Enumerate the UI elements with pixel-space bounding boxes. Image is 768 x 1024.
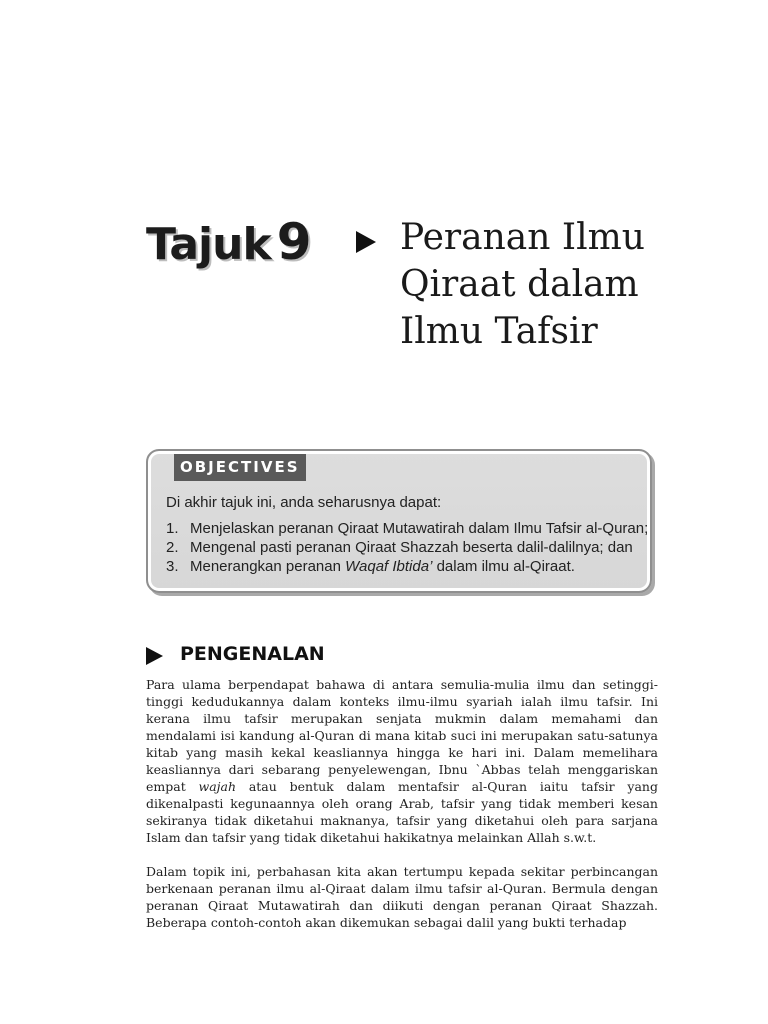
- chapter-label: [146, 212, 311, 275]
- paragraph-text: Para ulama berpendapat bahawa di antara semulia-mulia ilmu dan setinggi-tinggi kedudukannya dalam konteks ilmu-ilmu syariah ialah ilmu tafsir. Ini kerana ilmu tafsir merupakan senjata mukmin dalam memahami dan mendalami isi kandung al-Quran di mana kitab suci ini merupakan satu-satunya kitab yang masih kekal keasliannya hingga ke hari ini. Dalam memelihara keasliannya dari sebarang penyelewengan, Ibnu `Abbas telah menggariskan empat: [146, 677, 658, 794]
- objective-number: 3.: [166, 558, 179, 575]
- objective-text: Menjelaskan peranan Qiraat Mutawatirah dalam Ilmu Tafsir al-Quran;: [190, 520, 649, 537]
- objective-item: [166, 519, 648, 538]
- chapter-title-line: Qiraat dalam: [400, 264, 639, 305]
- intro-paragraph-1: [146, 676, 658, 846]
- objective-text: Mengenal pasti peranan Qiraat Shazzah beserta dalil-dalilnya; dan: [190, 539, 633, 556]
- objective-text: Menerangkan peranan: [190, 558, 346, 575]
- objective-number: 2.: [166, 539, 179, 556]
- paragraph-text: atau bentuk dalam mentafsir al-Quran iaitu tafsir yang dikenalpasti kegunaannya oleh orang Arab, tafsir yang tidak memberi kesan sekiranya tidak diketahui maknanya, tafsir yang diketahui oleh para sarjana Islam dan tafsir yang tidak diketahui hakikatnya melainkan Allah s.w.t.: [146, 779, 658, 845]
- objective-number: 1.: [166, 520, 179, 537]
- intro-paragraph-2: Dalam topik ini, perbahasan kita akan tertumpu kepada sekitar perbincangan berkenaan peranan ilmu al-Qiraat dalam ilmu tafsir al-Quran. Bermula dengan peranan Qiraat Mutawatirah dan diikuti dengan peranan Qiraat Shazzah. Beberapa contoh-contoh akan dikemukan sebagai dalil yang bukti terhadap: [146, 864, 658, 930]
- section-heading: PENGENALAN: [180, 643, 325, 665]
- chapter-label-text: Tajuk: [146, 219, 271, 270]
- objectives-tag: OBJECTIVES: [174, 454, 306, 481]
- chapter-title-line: Ilmu Tafsir: [400, 311, 598, 352]
- section-arrow-icon: [146, 647, 163, 665]
- title-arrow-icon: [356, 231, 376, 253]
- objective-item: [166, 538, 648, 557]
- objectives-list: [166, 519, 648, 576]
- objectives-box: [146, 449, 652, 593]
- objective-italic-term: Waqaf Ibtida’: [345, 558, 433, 575]
- objective-text-end: dalam ilmu al-Qiraat.: [432, 558, 575, 575]
- objective-item: [166, 557, 648, 576]
- chapter-title: [400, 214, 730, 355]
- italic-term: wajah: [198, 779, 237, 794]
- objectives-intro: Di akhir tajuk ini, anda seharusnya dapat:: [166, 494, 442, 511]
- chapter-title-line: Peranan Ilmu: [400, 217, 645, 258]
- chapter-number: 9: [276, 213, 311, 271]
